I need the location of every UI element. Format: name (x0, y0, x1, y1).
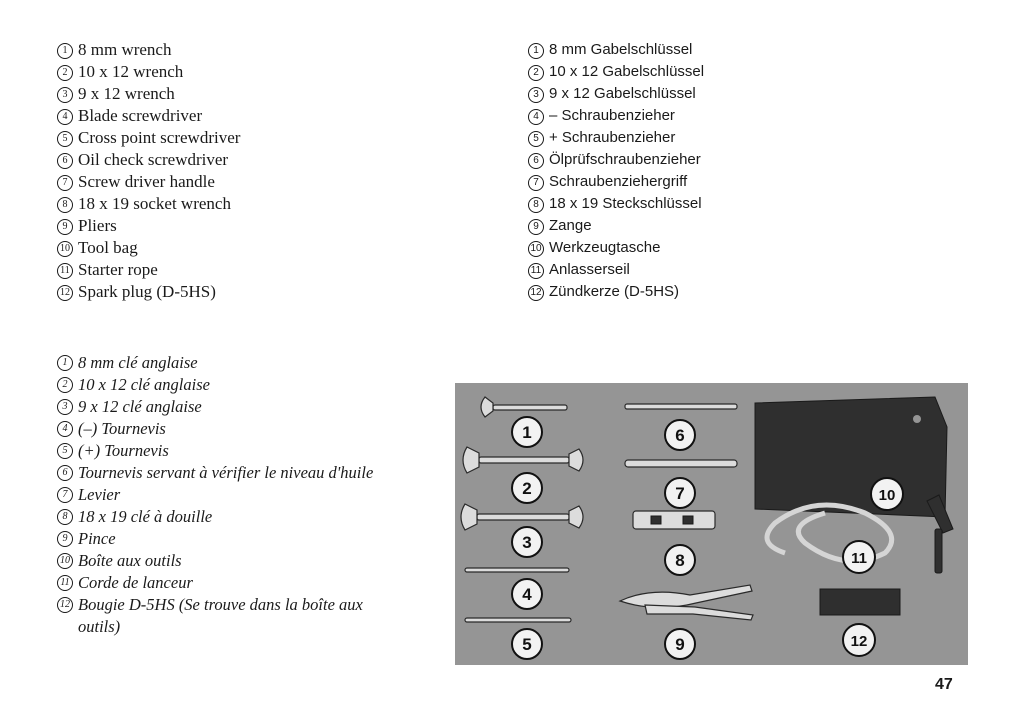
item-number-badge: 4 (57, 109, 73, 125)
item-label: Ölprüfschraubenzieher (549, 151, 701, 168)
item-number-badge: 7 (57, 487, 73, 503)
item-number-badge: 2 (57, 377, 73, 393)
item-number-badge: 7 (528, 175, 544, 191)
svg-text:8: 8 (675, 551, 685, 570)
photo-label-9 (665, 629, 695, 659)
item-label: (+) Tournevis (78, 441, 169, 460)
item-label: 10 x 12 wrench (78, 62, 184, 81)
list-item (57, 194, 240, 216)
list-item (57, 484, 398, 506)
item-label: 10 x 12 clé anglaise (78, 375, 210, 394)
list-item (528, 40, 704, 62)
item-label: 18 x 19 Steckschlüssel (549, 195, 702, 212)
item-number-badge: 10 (57, 241, 73, 257)
svg-text:11: 11 (851, 550, 867, 567)
list-item (57, 572, 398, 594)
item-label: 9 x 12 wrench (78, 84, 175, 103)
list-item (57, 506, 398, 528)
item-number-badge: 9 (57, 219, 73, 235)
item-number-badge: 11 (528, 263, 544, 279)
item-number-badge: 7 (57, 175, 73, 191)
list-item (528, 84, 704, 106)
item-number-badge: 4 (528, 109, 544, 125)
item-number-badge: 6 (57, 153, 73, 169)
list-item (57, 396, 398, 418)
item-label: 18 x 19 clé à douille (78, 507, 213, 526)
svg-text:2: 2 (522, 479, 532, 498)
list-item (57, 528, 398, 550)
list-item (528, 238, 704, 260)
item-label: Oil check screwdriver (78, 150, 229, 169)
item-label: Anlasserseil (549, 261, 630, 278)
list-item (528, 172, 704, 194)
item-label: Schraubenziehergriff (549, 173, 688, 190)
item-number-badge: 9 (528, 219, 544, 235)
list-item (57, 594, 398, 637)
svg-text:4: 4 (522, 585, 532, 604)
list-item (57, 128, 240, 150)
item-label: 8 mm clé anglaise (78, 353, 198, 372)
list-item (528, 128, 704, 150)
list-item (528, 216, 704, 238)
item-label: Zündkerze (D-5HS) (549, 283, 680, 300)
english-parts-list (57, 40, 240, 304)
item-label: Tournevis servant à vérifier le niveau d'huile (78, 463, 374, 482)
item-number-badge: 12 (57, 597, 73, 613)
item-number-badge: 3 (528, 87, 544, 103)
item-number-badge: 6 (57, 465, 73, 481)
photo-label-10 (871, 478, 903, 510)
svg-text:3: 3 (522, 533, 532, 552)
svg-text:12: 12 (850, 633, 868, 650)
photo-label-12 (843, 624, 875, 656)
list-item (57, 150, 240, 172)
item-label: Zange (549, 217, 592, 234)
tool-kit-photo (455, 383, 968, 665)
photo-label-5 (512, 629, 542, 659)
item-number-badge: 4 (57, 421, 73, 437)
item-number-badge: 5 (528, 131, 544, 147)
list-item (57, 352, 398, 374)
list-item (57, 260, 240, 282)
svg-text:10: 10 (878, 487, 896, 504)
list-item (57, 440, 398, 462)
item-label: Pliers (78, 216, 117, 235)
svg-text:7: 7 (675, 484, 685, 503)
item-label: Spark plug (D-5HS) (78, 282, 216, 301)
item-label: 8 mm Gabelschlüssel (549, 41, 693, 58)
photo-label-1 (512, 417, 542, 447)
list-item (57, 172, 240, 194)
item-number-badge: 10 (57, 553, 73, 569)
item-label: 9 x 12 clé anglaise (78, 397, 202, 416)
item-number-badge: 9 (57, 531, 73, 547)
list-item (528, 194, 704, 216)
photo-label-3 (512, 527, 542, 557)
item-number-badge: 1 (57, 43, 73, 59)
item-number-badge: 8 (57, 197, 73, 213)
item-number-badge: 8 (528, 197, 544, 213)
item-number-badge: 10 (528, 241, 544, 257)
item-number-badge: 2 (528, 65, 544, 81)
photo-label-4 (512, 579, 542, 609)
item-label: Boîte aux outils (78, 551, 182, 570)
photo-label-8 (665, 545, 695, 575)
item-label: Screw driver handle (78, 172, 215, 191)
list-item (528, 260, 704, 282)
list-item (528, 282, 704, 304)
photo-label-11 (843, 541, 875, 573)
list-item (528, 106, 704, 128)
item-label: Pince (78, 529, 116, 548)
item-number-badge: 2 (57, 65, 73, 81)
item-number-badge: 1 (57, 355, 73, 371)
list-item (57, 374, 398, 396)
item-number-badge: 1 (528, 43, 544, 59)
item-number-badge: 8 (57, 509, 73, 525)
photo-label-7 (665, 478, 695, 508)
list-item (57, 106, 240, 128)
list-item (57, 84, 240, 106)
photo-label-6 (665, 420, 695, 450)
item-number-badge: 11 (57, 575, 73, 591)
item-label: Corde de lanceur (78, 573, 193, 592)
page-number: 47 (935, 676, 953, 693)
item-number-badge: 11 (57, 263, 73, 279)
list-item (57, 282, 240, 304)
item-label: Werkzeugtasche (549, 239, 661, 256)
item-label: 8 mm wrench (78, 40, 172, 59)
svg-text:1: 1 (522, 423, 532, 442)
item-label: Blade screwdriver (78, 106, 203, 125)
item-label: 10 x 12 Gabelschlüssel (549, 63, 705, 80)
item-label: Levier (78, 485, 121, 504)
item-number-badge: 12 (528, 285, 544, 301)
list-item (57, 216, 240, 238)
photo-badges (455, 383, 968, 665)
svg-text:9: 9 (675, 635, 685, 654)
item-label: (–) Tournevis (78, 419, 166, 438)
item-number-badge: 5 (57, 443, 73, 459)
svg-text:6: 6 (675, 426, 685, 445)
french-parts-list (57, 352, 398, 637)
item-label: Cross point screwdriver (78, 128, 241, 147)
item-label: Starter rope (78, 260, 158, 279)
list-item (528, 150, 704, 172)
item-number-badge: 3 (57, 399, 73, 415)
item-number-badge: 6 (528, 153, 544, 169)
list-item (57, 238, 240, 260)
item-label: – Schraubenzieher (549, 107, 675, 124)
item-number-badge: 12 (57, 285, 73, 301)
item-label: 9 x 12 Gabelschlüssel (549, 85, 696, 102)
item-label: Tool bag (78, 238, 138, 257)
svg-text:5: 5 (522, 635, 532, 654)
list-item (528, 62, 704, 84)
list-item (57, 40, 240, 62)
item-number-badge: 3 (57, 87, 73, 103)
list-item (57, 462, 398, 484)
list-item (57, 550, 398, 572)
german-parts-list (528, 40, 704, 304)
list-item (57, 418, 398, 440)
item-label: + Schraubenzieher (549, 129, 676, 146)
list-item (57, 62, 240, 84)
item-label: Bougie D-5HS (Se trouve dans la boîte aux outils) (78, 595, 363, 636)
item-label: 18 x 19 socket wrench (78, 194, 231, 213)
photo-label-2 (512, 473, 542, 503)
item-number-badge: 5 (57, 131, 73, 147)
